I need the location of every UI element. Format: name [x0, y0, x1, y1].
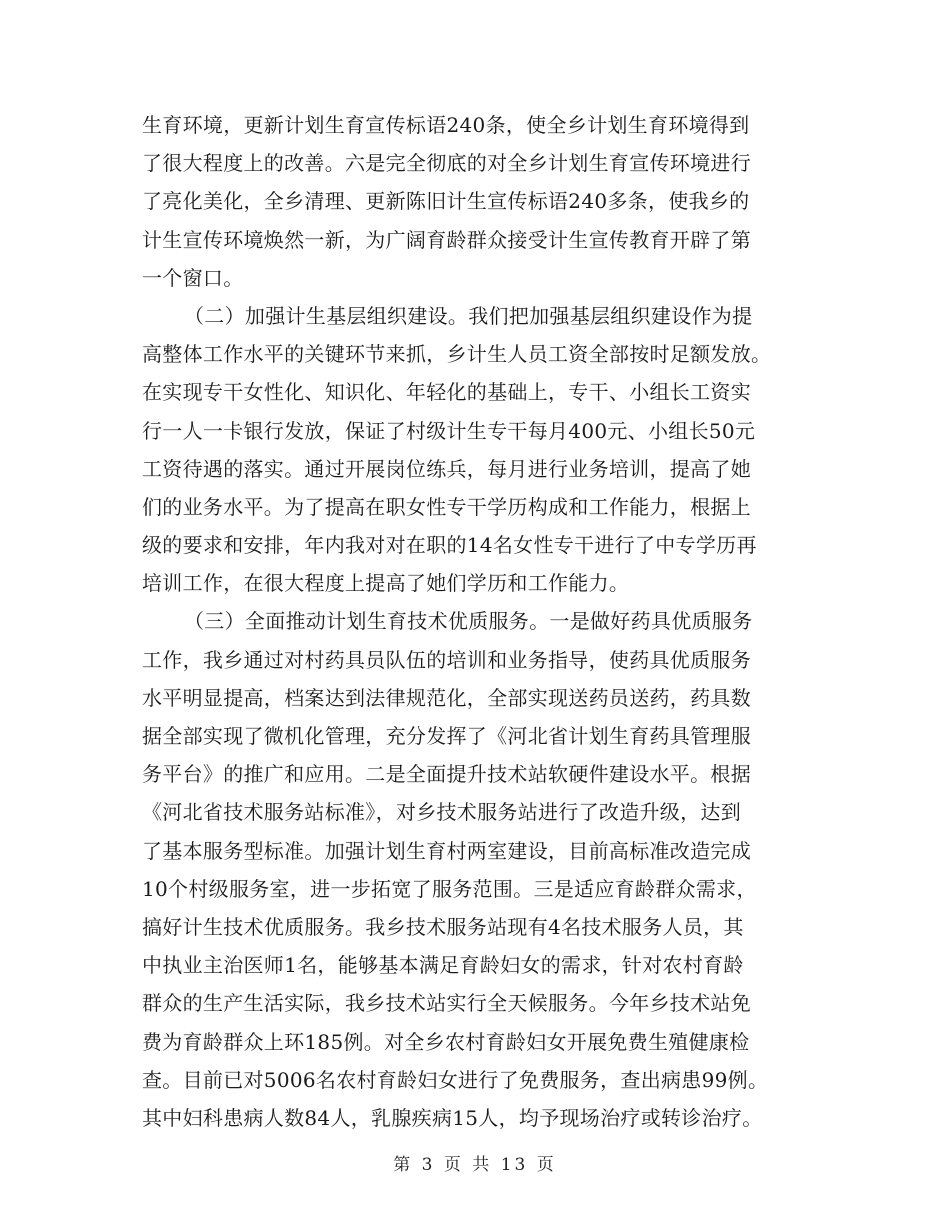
text-line: 们的业务水平。为了提高在职女性专干学历构成和工作能力，根据上 [142, 494, 751, 519]
text-line: 工资待遇的落实。通过开展岗位练兵，每月进行业务培训，提高了她 [142, 456, 751, 481]
text-line: 计生宣传环境焕然一新，为广阔育龄群众接受计生宣传教育开辟了第 [142, 227, 751, 252]
text-line: 了基本服务型标准。加强计划生育村两室建设，目前高标准改造完成 [142, 838, 751, 863]
body-text [142, 106, 802, 1137]
text-line: 生育环境，更新计划生育宣传标语240条，使全乡计划生育环境得到 [142, 113, 750, 137]
text-line: 在实现专干女性化、知识化、年轻化的基础上，专干、小组长工资实 [142, 380, 751, 405]
text-line: 中执业主治医师1名，能够基本满足育龄妇女的需求，针对农村育龄 [142, 953, 744, 978]
text-line: 行一人一卡银行发放，保证了村级计生专干每月400元、小组长50元 [142, 418, 756, 443]
text-line: 务平台》的推广和应用。二是全面提升技术站软硬件建设水平。根据 [142, 762, 751, 787]
text-line: 了亮化美化，全乡清理、更新陈旧计生宣传标语240多条，使我乡的 [142, 189, 750, 214]
paragraph-heading-line: （二）加强计生基层组织建设。我们把加强基层组织建设作为提 [184, 303, 753, 328]
text-line: 了很大程度上的改善。六是完全彻底的对全乡计划生育宣传环境进行 [142, 151, 751, 176]
page-number-footer: 第 3 页 共 13 页 [393, 1155, 557, 1175]
text-line: 10个村级服务室，进一步拓宽了服务范围。三是适应育龄群众需求， [142, 876, 757, 901]
text-line: 查。目前已对5006名农村育龄妇女进行了免费服务，查出病患99例。 [142, 1067, 769, 1092]
text-line: 费为育龄群众上环185例。对全乡农村育龄妇女开展免费生殖健康检 [142, 1029, 750, 1054]
text-line: 水平明显提高，档案达到法律规范化，全部实现送药员送药，药具数 [142, 685, 751, 710]
text-line: 工作，我乡通过对村药具员队伍的培训和业务指导，使药具优质服务 [142, 647, 751, 672]
paragraph-heading-line: （三）全面推动计划生育技术优质服务。一是做好药具优质服务 [184, 609, 753, 634]
text-line: 搞好计生技术优质服务。我乡技术服务站现有4名技术服务人员，其 [142, 914, 744, 939]
text-line: 一个窗口。 [142, 265, 244, 290]
text-line: 其中妇科患病人数84人，乳腺疾病15人，均予现场治疗或转诊治疗。 [142, 1105, 763, 1130]
text-line: 据全部实现了微机化管理，充分发挥了《河北省计划生育药具管理服 [142, 724, 751, 748]
text-line: 培训工作，在很大程度上提高了她们学历和工作能力。 [142, 571, 630, 596]
text-line: 《河北省技术服务站标准》，对乡技术服务站进行了改造升级，达到 [142, 800, 741, 825]
text-line: 高整体工作水平的关键环节来抓，乡计生人员工资全部按时足额发放。 [142, 342, 772, 367]
text-line: 群众的生产生活实际，我乡技术站实行全天候服务。今年乡技术站免 [142, 991, 751, 1016]
text-line: 级的要求和安排，年内我对对在职的14名女性专干进行了中专学历再 [142, 533, 757, 558]
